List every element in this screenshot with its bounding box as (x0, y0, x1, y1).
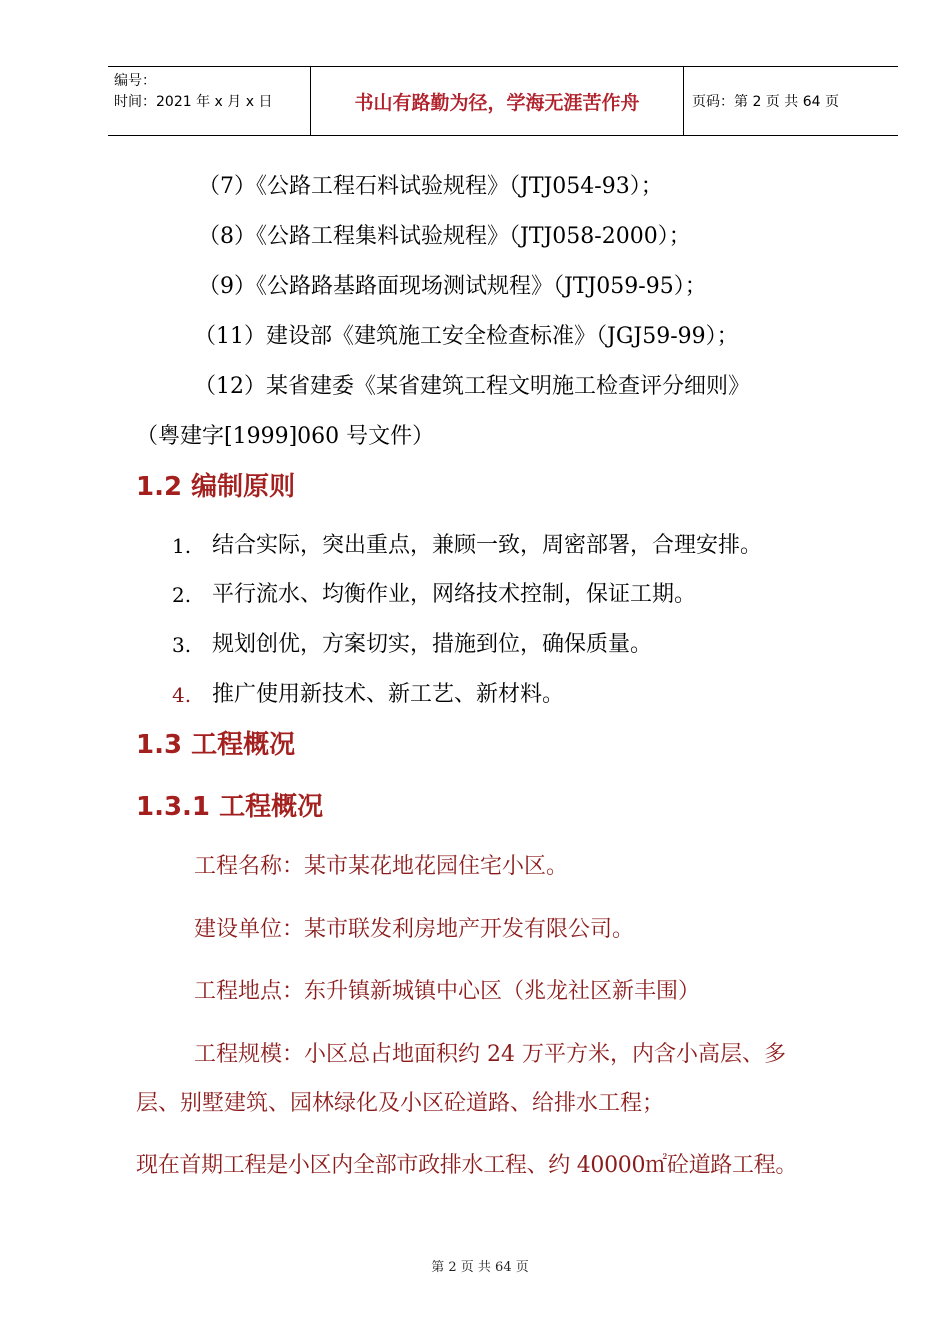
header-divider (683, 67, 684, 135)
project-name: 工程名称：某市某花地花园住宅小区。 (194, 854, 569, 879)
list-item-text: 结合实际，突出重点，兼顾一致，周密部署，合理安排。 (212, 533, 763, 558)
reference-item: （12）某省建委《某省建筑工程文明施工检查评分细则》 (194, 374, 750, 399)
reference-item: （9）《公路路基路面现场测试规程》（JTJ059-95）； (198, 274, 707, 299)
project-location: 工程地点：东升镇新城镇中心区（兆龙社区新丰围） (194, 979, 701, 1004)
list-item-text: 规划创优，方案切实，措施到位，确保质量。 (212, 632, 653, 657)
project-builder: 建设单位：某市联发利房地产开发有限公司。 (194, 917, 635, 942)
reference-item: （11）建设部《建筑施工安全检查标准》（JGJ59-99）； (194, 324, 739, 349)
list-item-text: 推广使用新技术、新工艺、新材料。 (212, 682, 565, 707)
reference-item: （粤建字[1999]060 号文件） (136, 424, 435, 449)
section-heading: 1.3 工程概况 (136, 730, 296, 760)
list-number: 2. (172, 583, 192, 607)
project-phase: 现在首期工程是小区内全部市政排水工程、约 40000㎡砼道路工程。 (136, 1153, 798, 1178)
reference-item: （7）《公路工程石料试验规程》（JTJ054-93）； (198, 174, 663, 199)
subsection-heading: 1.3.1 工程概况 (136, 792, 324, 822)
project-scale-continued: 层、别墅建筑、园林绿化及小区砼道路、给排水工程； (136, 1091, 665, 1116)
list-number: 4. (172, 683, 192, 707)
list-number: 1. (172, 534, 192, 558)
section-heading: 1.2 编制原则 (136, 472, 296, 502)
page-header (108, 66, 898, 136)
list-item-text: 平行流水、均衡作业，网络技术控制，保证工期。 (212, 582, 697, 607)
list-number: 3. (172, 633, 192, 657)
page-footer: 第 2 页 共 64 页 (431, 1260, 529, 1275)
code-label: 编号： (114, 73, 156, 89)
reference-item: （8）《公路工程集料试验规程》（JTJ058-2000）； (198, 224, 691, 249)
header-meta (114, 71, 306, 113)
header-motto: 书山有路勤为径，学海无涯苦作舟 (354, 91, 640, 114)
time-label: 时间：2021 年 x 月 x 日 (114, 94, 273, 110)
project-scale: 工程规模：小区总占地面积约 24 万平方米，内含小高层、多 (194, 1042, 786, 1067)
header-page-info: 页码：第 2 页 共 64 页 (692, 94, 839, 110)
